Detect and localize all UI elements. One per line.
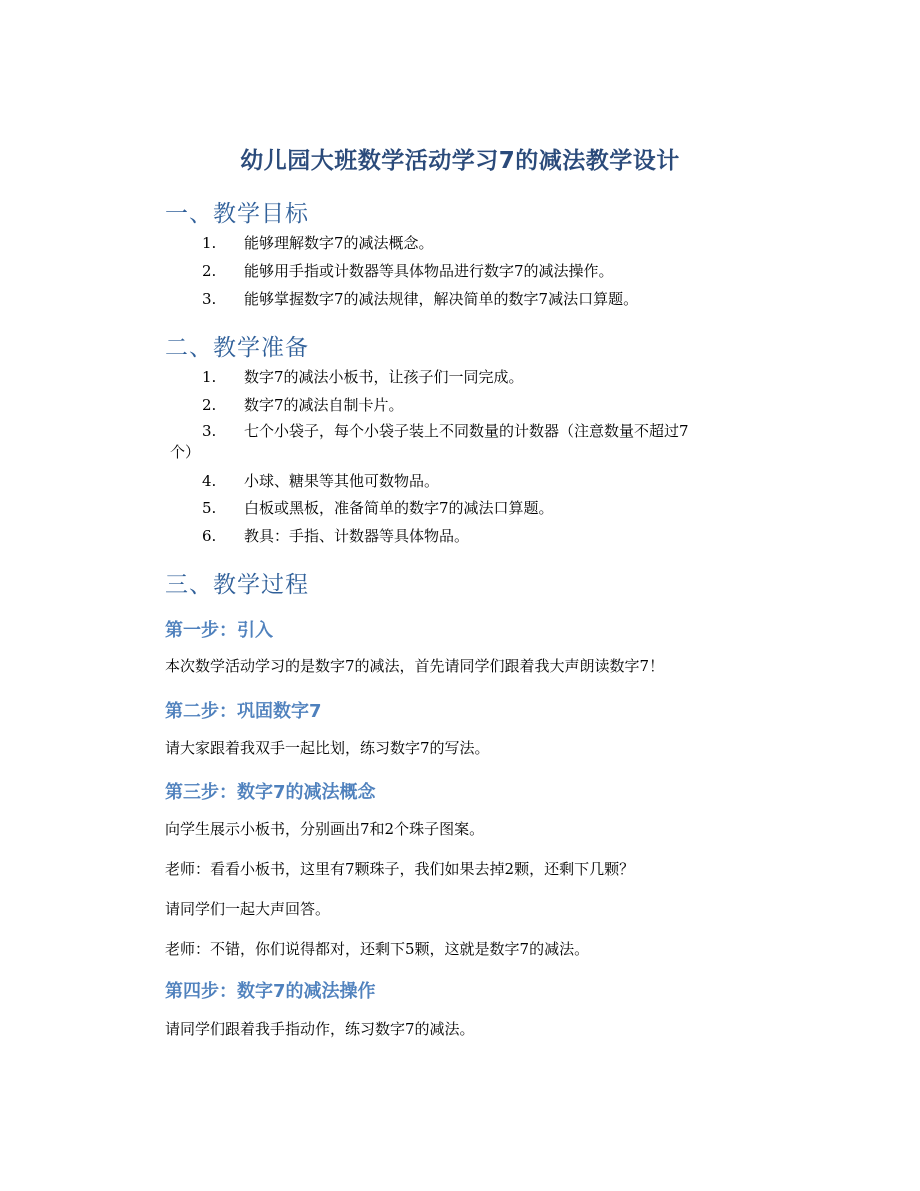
list-item-number: 2. bbox=[202, 396, 217, 414]
list-item-text: 数字7的减法小板书，让孩子们一同完成。 bbox=[244, 368, 524, 386]
list-item-text: 七个小袋子，每个小袋子装上不同数量的计数器（注意数量不超过7 bbox=[244, 422, 689, 440]
paragraph: 请大家跟着我双手一起比划，练习数字7的写法。 bbox=[165, 739, 490, 757]
list-item-text: 小球、糖果等其他可数物品。 bbox=[244, 472, 440, 490]
list-item-number: 1. bbox=[202, 368, 217, 386]
list-item-number: 2. bbox=[202, 262, 217, 280]
list-item-text: 白板或黑板，准备简单的数字7的减法口算题。 bbox=[244, 499, 554, 517]
list-item-text: 能够掌握数字7的减法规律，解决简单的数字7减法口算题。 bbox=[244, 290, 639, 308]
list-item-text-continued: 个） bbox=[170, 443, 201, 461]
step-heading: 第三步：数字7的减法概念 bbox=[165, 782, 376, 803]
paragraph: 请同学们一起大声回答。 bbox=[165, 900, 331, 918]
list-item-number: 1. bbox=[202, 234, 217, 252]
paragraph: 老师：不错，你们说得都对，还剩下5颗，这就是数字7的减法。 bbox=[165, 940, 590, 958]
list-item-text: 能够理解数字7的减法概念。 bbox=[244, 234, 434, 252]
list-item-text: 能够用手指或计数器等具体物品进行数字7的减法操作。 bbox=[244, 262, 614, 280]
list-item-text: 教具：手指、计数器等具体物品。 bbox=[244, 527, 470, 545]
section-heading-prep: 二、教学准备 bbox=[165, 335, 309, 361]
list-item-number: 3. bbox=[202, 422, 217, 440]
paragraph: 向学生展示小板书，分别画出7和2个珠子图案。 bbox=[165, 820, 485, 838]
paragraph: 本次数学活动学习的是数字7的减法，首先请同学们跟着我大声朗读数字7！ bbox=[165, 657, 665, 675]
step-heading: 第二步：巩固数字7 bbox=[165, 701, 322, 722]
list-item-number: 3. bbox=[202, 290, 217, 308]
list-item-number: 4. bbox=[202, 472, 217, 490]
list-item-text: 数字7的减法自制卡片。 bbox=[244, 396, 404, 414]
section-heading-process: 三、教学过程 bbox=[165, 572, 309, 598]
list-item bbox=[165, 418, 785, 466]
list-item-number: 6. bbox=[202, 527, 217, 545]
document-title: 幼儿园大班数学活动学习7的减法教学设计 bbox=[240, 148, 680, 174]
list-item-number: 5. bbox=[202, 499, 217, 517]
step-heading: 第四步：数字7的减法操作 bbox=[165, 981, 376, 1002]
paragraph: 老师：看看小板书，这里有7颗珠子，我们如果去掉2颗，还剩下几颗？ bbox=[165, 860, 635, 878]
step-heading: 第一步：引入 bbox=[165, 620, 273, 641]
section-heading-goals: 一、教学目标 bbox=[165, 201, 309, 227]
paragraph: 请同学们跟着我手指动作，练习数字7的减法。 bbox=[165, 1020, 475, 1038]
